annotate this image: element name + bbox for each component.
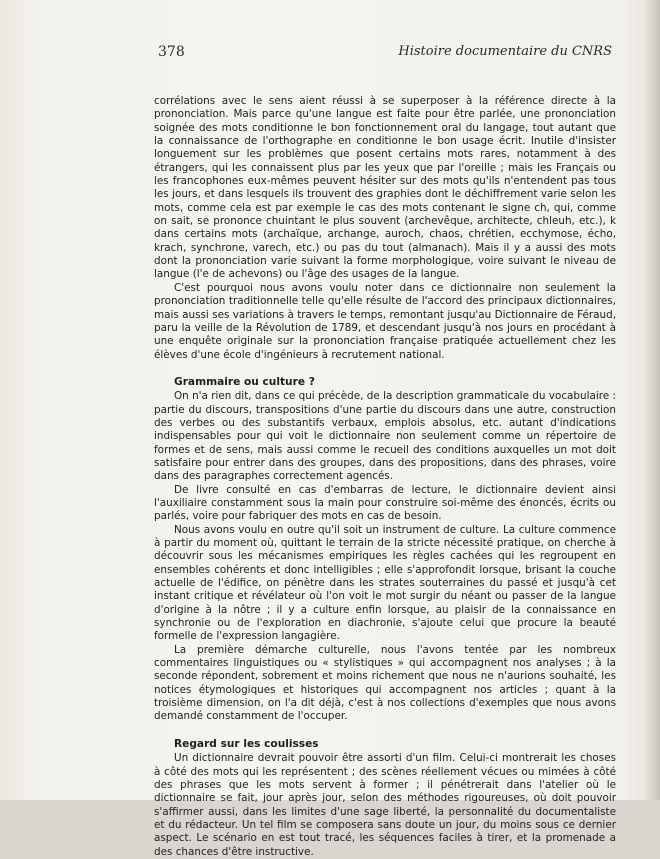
- page-edge-shadow: [644, 0, 660, 800]
- body-text: [154, 95, 616, 859]
- section-heading: Grammaire ou culture ?: [174, 375, 315, 388]
- running-head: Histoire documentaire du CNRS: [398, 44, 612, 59]
- paragraph: corrélations avec le sens aient réussi à se superposer à la référence directe à la prononciation. Mais parce qu'une langue est faite pour être parlée, une prononciation soignée des mots conditionne le bon fonctionnement oral du langage, tout autant que la connaissance de l'orthographe en conditionne le bon usage écrit. Inutile d'insister longuement sur les problèmes que posent certains mots rares, notamment à des étrangers, qui les connaissent plus par les yeux que par l'oreille ; mais les Français ou les francophones eux-mêmes peuvent hésiter sur des mots qu'ils n'entendent pas tous les jours, et dans lesquels ils trouvent des graphies dont le déchiffrement varie selon les mots, comme cela est par exemple le cas des mots contenant le signe ch, qui, comme on sait, se prononce chuintant le plus souvent (archevêque, architecte, chleuh, etc.), k dans certains mots (archaïque, archange, auroch, chaos, chrétien, ecchymose, écho, krach, synchrone, varech, etc.) ou pas du tout (almanach). Mais il y a aussi des mots dont la prononciation varie suivant la forme morphologique, voire suivant le niveau de langue (l'e de achevons) ou l'âge des usages de la langue.: [154, 95, 616, 281]
- paragraph: La première démarche culturelle, nous l'avons tentée par les nombreux commentaires linguistiques ou « stylistiques » qui accompagnent nos analyses ; à la seconde répondent, sobrement et moins richement que nous ne n'aurions souhaité, les notices étymologiques et historiques qui accompagnent nos articles ; quant à la troisième dimension, on l'a dit déjà, c'est à nos collections d'exemples que nous avons demandé constamment de l'occuper.: [154, 643, 616, 723]
- paragraph: C'est pourquoi nous avons voulu noter dans ce dictionnaire non seulement la prononciation traditionnelle telle qu'elle résulte de l'accord des principaux dictionnaires, mais aussi ses variations à travers le temps, remontant jusqu'au Dictionnaire de Féraud, paru la veille de la Révolution de 1789, et descendant jusqu'à nos jours en procédant à une enquête originale sur la prononciation française pratiquée actuellement chez les élèves d'une école d'ingénieurs à recrutement national.: [154, 281, 616, 361]
- page-header: [158, 44, 612, 66]
- paragraph: De livre consulté en cas d'embarras de lecture, le dictionnaire devient ainsi l'auxiliaire constamment sous la main pour construire soi-même des énoncés, écrits ou parlés, voire pour fabriquer des mots en cas de besoin.: [154, 483, 616, 523]
- section-heading: Regard sur les coulisses: [174, 737, 319, 750]
- paragraph: Un dictionnaire devrait pouvoir être assorti d'un film. Celui-ci montrerait les choses à côté des mots qui les représentent ; des scènes réellement vécues ou mimées à côté des phrases que les mots servent à former ; il pénétrerait dans l'atelier où le dictionnaire se fait, jour après jour, selon des méthodes rigoureuses, où doit pouvoir s'affirmer aussi, dans les limites d'une sage liberté, la personnalité du documentaliste et du rédacteur. Un tel film se composera sans doute un jour, du moins sous ce dernier aspect. Le scénario en est tout tracé, les séquences faciles à tirer, et la promenade a des chances d'être instructive.: [154, 752, 616, 858]
- page-number: 378: [158, 44, 185, 60]
- paragraph: On n'a rien dit, dans ce qui précède, de la description grammaticale du vocabulaire : partie du discours, transpositions d'une partie du discours dans une autre, construction des verbes ou des substantifs verbaux, emplois absolus, etc. autant d'indications indispensables pour qui voit le dictionnaire non seulement comme un répertoire de formes et de sens, mais aussi comme le recueil des conditions auxquelles un mot doit satisfaire pour entrer dans des groupes, dans des propositions, dans des phrases, voire dans des paragraphes correctement agencés.: [154, 390, 616, 483]
- paragraph: Nous avons voulu en outre qu'il soit un instrument de culture. La culture commence à partir du moment où, quittant le terrain de la stricte nécessité pratique, on cherche à découvrir sous les mécanismes empiriques les règles cachées qui les regroupent en ensembles cohérents et donc intelligibles ; elle s'approfondit lorsque, brisant la couche actuelle de l'édifice, on pénètre dans les strates souterraines du passé et jusqu'à cet instant critique et révélateur où l'on voit le mot surgir du néant ou passer de la langue d'origine à la nôtre ; il y a culture enfin lorsque, au plaisir de la connaissance en synchronie ou de l'exploration en diachronie, s'ajoute celui que procure la beauté formelle de l'expression langagière.: [154, 523, 616, 643]
